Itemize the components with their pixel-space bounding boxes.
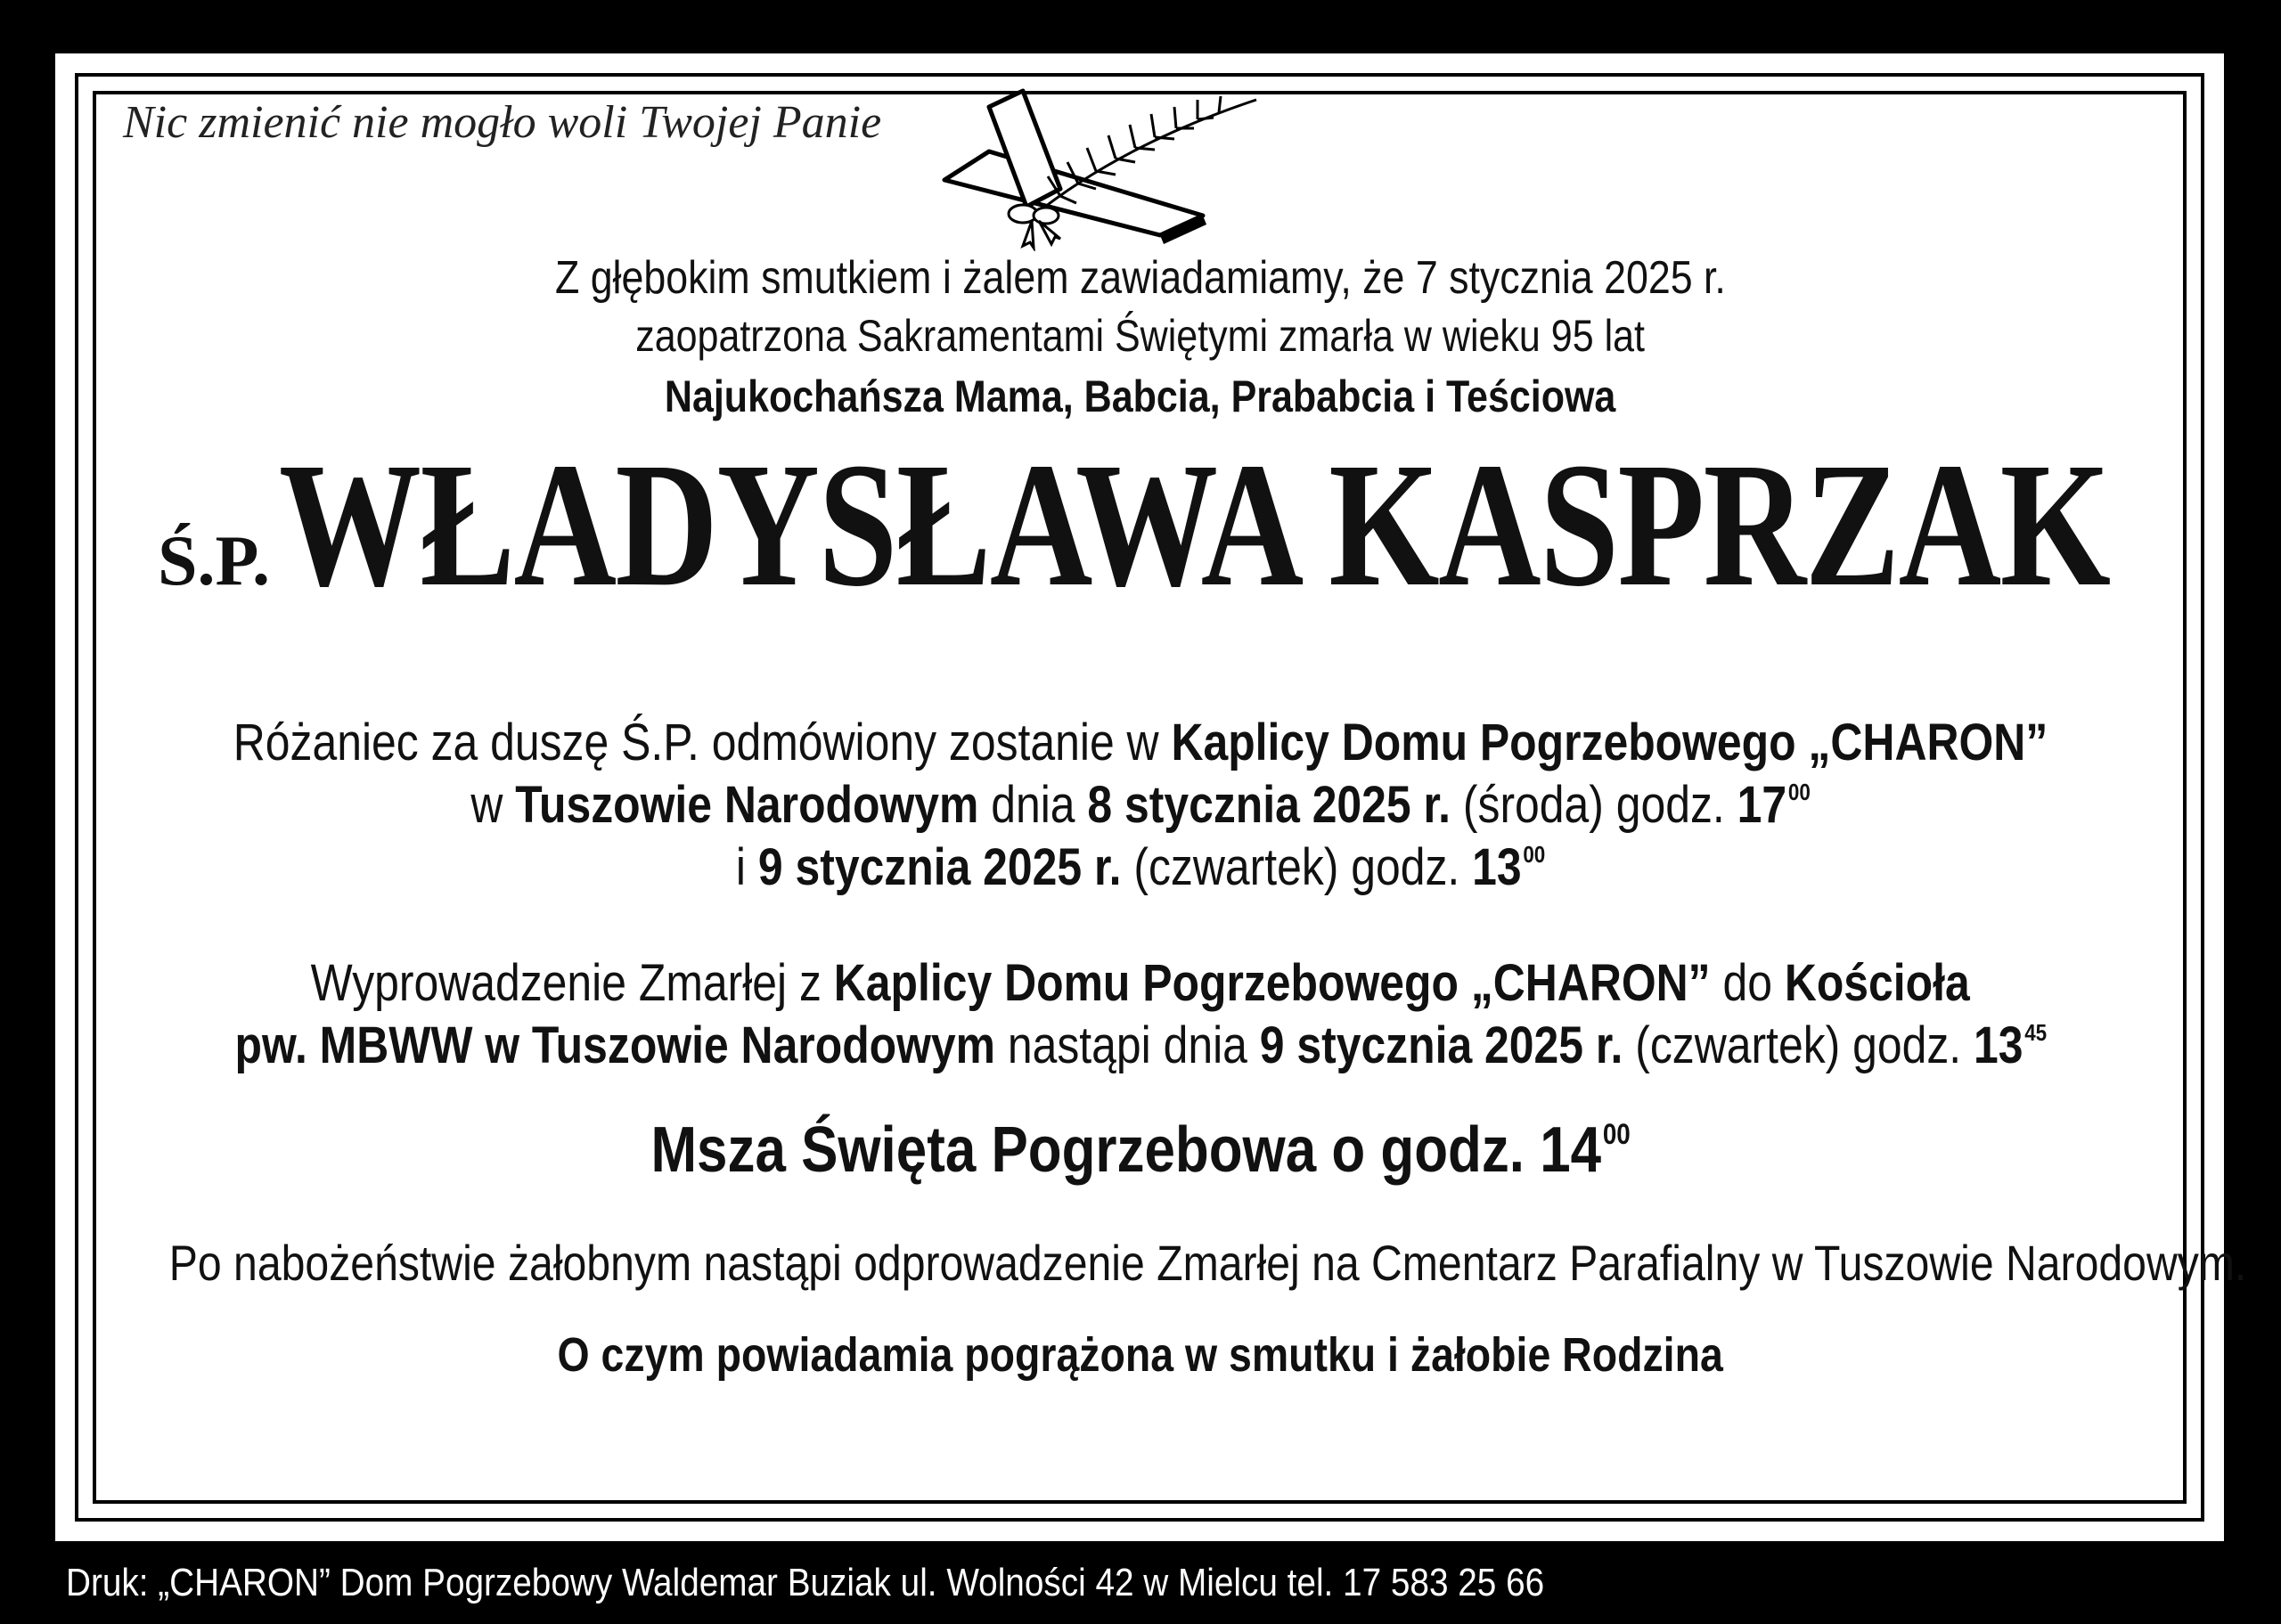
deceased-name-row <box>0 427 2281 624</box>
announcement-line-2: zaopatrzona Sakramentami Świętymi zmarła w wieku 95 lat <box>635 311 1646 361</box>
procession-line-1: Wyprowadzenie Zmarłej z Kaplicy Domu Pogrzebowego „CHARON” do Kościoła <box>310 954 1971 1012</box>
announcement-line-1: Z głębokim smutkiem i żalem zawiadamiamy, że 7 stycznia 2025 r. <box>555 252 1726 304</box>
cross-with-palm-icon <box>927 82 1283 251</box>
rosary-line-3: i 9 stycznia 2025 r. (czwartek) godz. $13^{00}$ <box>735 838 1546 896</box>
deceased-prefix: Ś.P. <box>157 522 270 600</box>
motto: Nic zmienić nie mogło woli Twojej Panie <box>123 97 882 148</box>
rosary-line-1: Różaniec za duszę Ś.P. odmówiony zostanie w Kaplicy Domu Pogrzebowego „CHARON” <box>233 714 2048 771</box>
burial-line: Po nabożeństwie żałobnym nastąpi odprowadzenie Zmarłej na Cmentarz Parafialny w Tuszowie Narodowym. <box>168 1235 2247 1291</box>
family-closing-line: O czym powiadamia pogrążona w smutku i żałobie Rodzina <box>557 1328 1724 1382</box>
rosary-line-2: w Tuszowie Narodowym dnia 8 stycznia 2025 r. (środa) godz. $17^{00}$ <box>470 776 1811 834</box>
funeral-mass-line: Msza Święta Pogrzebowa o godz. $14^{00}$ <box>650 1114 1631 1186</box>
announcement-line-3: Najukochańsza Mama, Babcia, Prababcia i Teściowa <box>665 371 1616 421</box>
printer-footer: Druk: „CHARON” Dom Pogrzebowy Waldemar Buziak ul. Wolności 42 w Mielcu tel. 17 583 25 66 <box>66 1561 1545 1604</box>
deceased-name: WŁADYSŁAWA KASPRZAK <box>279 427 2110 624</box>
procession-line-2: pw. MBWW w Tuszowie Narodowym nastąpi dnia 9 stycznia 2025 r. (czwartek) godz. $13^{45}$ <box>234 1016 2047 1074</box>
